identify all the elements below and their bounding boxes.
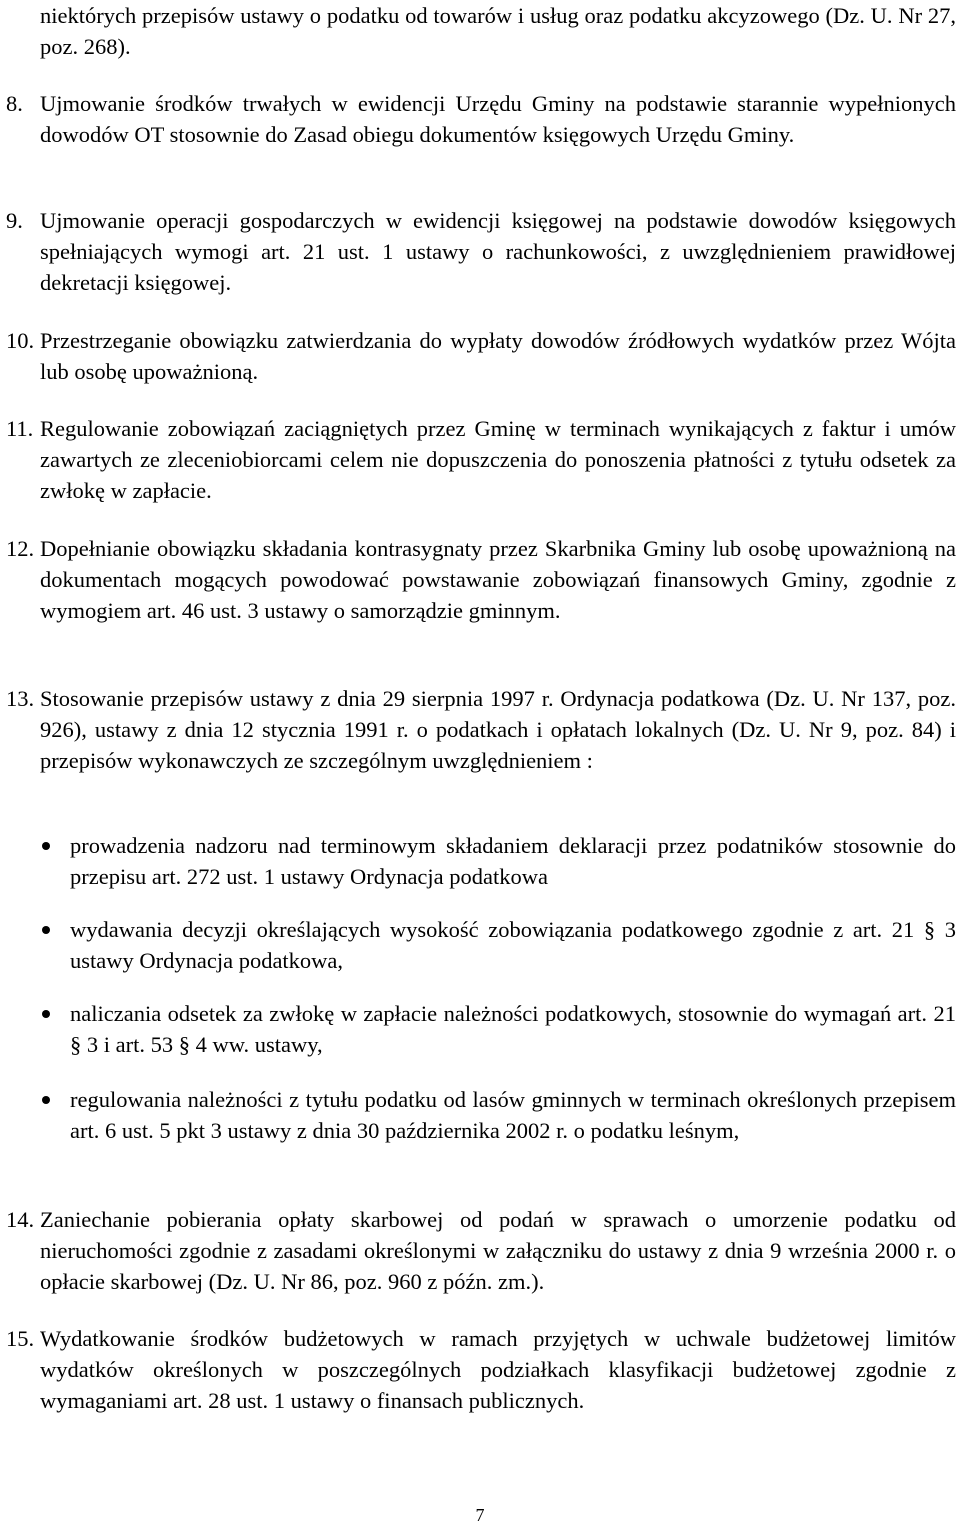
bullet-icon (42, 842, 50, 850)
item-text: Dopełnianie obowiązku składania kontrasygnaty przez Skarbnika Gminy lub osobę upoważnioną na dokumentach mogących powodować powstawanie zobowiązań finansowych Gminy, zgodnie z wymogiem art. 46 ust. 3 ustawy o samorządzie gminnym. (40, 536, 956, 623)
item-text: Zaniechanie pobierania opłaty skarbowej od podań w sprawach o umorzenie podatku od nieruchomości zgodnie z zasadami określonymi w załączniku do ustawy z dnia 9 września 2000 r. o opłacie skarbowej (Dz. U. Nr 86, poz. 960 z późn. zm.). (40, 1207, 956, 1294)
item-text: Ujmowanie operacji gospodarczych w ewidencji księgowej na podstawie dowodów księgowych spełniających wymogi art. 21 ust. 1 ustawy o rachunkowości, z uwzględnieniem prawidłowej dekretacji księgowej. (40, 208, 956, 295)
bullet-text: prowadzenia nadzoru nad terminowym składaniem deklaracji przez podatników stosownie do przepisu art. 272 ust. 1 ustawy Ordynacja podatkowa (70, 833, 956, 889)
item-text: Ujmowanie środków trwałych w ewidencji Urzędu Gminy na podstawie starannie wypełnionych dowodów OT stosownie do Zasad obiegu dokumentów księgowych Urzędu Gminy. (40, 91, 956, 147)
item-text: Stosowanie przepisów ustawy z dnia 29 sierpnia 1997 r. Ordynacja podatkowa (Dz. U. Nr 137, poz. 926), ustawy z dnia 12 stycznia 1991 r. o podatkach i opłatach lokalnych (Dz. U. Nr 9, poz. 84) i przepisów wykonawczych ze szczególnym uwzględnieniem : (40, 686, 956, 773)
item-number: 15. (6, 1326, 35, 1351)
bullet-text: regulowania należności z tytułu podatku od lasów gminnych w terminach określonych przepisem art. 6 ust. 5 pkt 3 ustawy z dnia 30 października 2002 r. o podatku leśnym, (70, 1087, 956, 1143)
item-number: 13. (6, 686, 35, 711)
bullet-icon (42, 1096, 50, 1104)
bullet-icon (42, 926, 50, 934)
bullet-text: naliczania odsetek za zwłokę w zapłacie należności podatkowych, stosownie do wymagań art. 21 § 3 i art. 53 § 4 ww. ustawy, (70, 1001, 956, 1057)
item-number: 12. (6, 536, 35, 561)
bullet-text: wydawania decyzji określających wysokość zobowiązania podatkowego zgodnie z art. 21 § 3 ustawy Ordynacja podatkowa, (70, 917, 956, 973)
item-number: 8. (6, 91, 23, 116)
item-text: Wydatkowanie środków budżetowych w ramach przyjętych w uchwale budżetowej limitów wydatków określonych w poszczególnych podziałkach klasyfikacji budżetowej zgodnie z wymaganiami art. 28 ust. 1 ustawy o finansach publicznych. (40, 1326, 956, 1413)
item-text: Regulowanie zobowiązań zaciągniętych przez Gminę w terminach wynikających z faktur i umów zawartych ze zleceniobiorcami celem nie dopuszczenia do ponoszenia płatności z tytułu odsetek za zwłokę w zapłacie. (40, 416, 956, 503)
bullet-icon (42, 1010, 50, 1018)
item-number: 10. (6, 328, 35, 353)
item-number: 11. (6, 416, 34, 441)
item-text: Przestrzeganie obowiązku zatwierdzania do wypłaty dowodów źródłowych wydatków przez Wójta lub osobę upoważnioną. (40, 328, 956, 384)
item-number: 14. (6, 1207, 35, 1232)
item-number: 9. (6, 208, 23, 233)
page-number: 7 (475, 1505, 485, 1525)
intro-paragraph: niektórych przepisów ustawy o podatku od towarów i usług oraz podatku akcyzowego (Dz. U. Nr 27, poz. 268). (40, 3, 956, 59)
